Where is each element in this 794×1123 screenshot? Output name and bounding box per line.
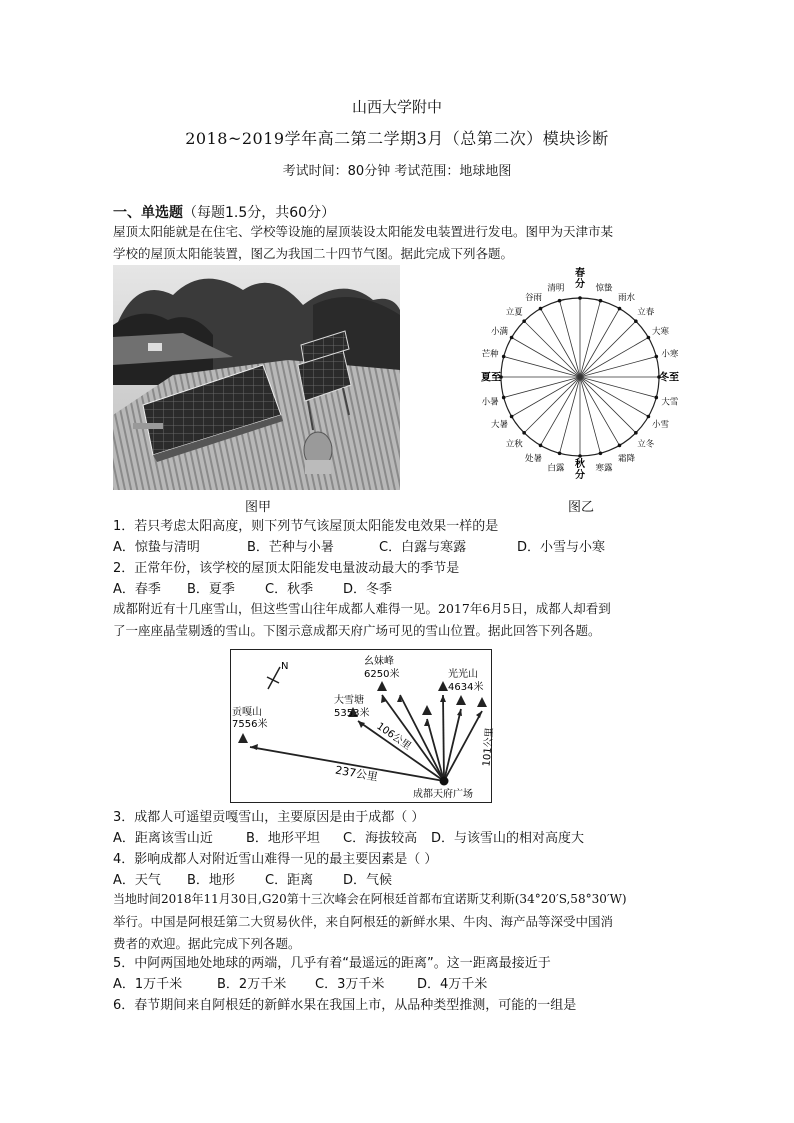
q6-stem: 6．春节期间来自阿根廷的新鲜水果在我国上市，从品种类型推测，可能的一组是 — [113, 998, 577, 1013]
q1-options — [113, 536, 605, 555]
terms-dot — [502, 396, 506, 400]
terms-spoke — [512, 377, 580, 417]
terms-dot — [510, 336, 514, 340]
north-label: N — [281, 661, 289, 672]
terms-dot — [558, 452, 562, 456]
term-label: 小寒 — [661, 349, 679, 360]
q2-option-b[interactable]: B．夏季 — [187, 582, 235, 597]
terms-dot — [618, 307, 622, 311]
terms-dot — [558, 299, 562, 303]
terms-spoke — [580, 309, 620, 377]
q4-option-a[interactable]: A．天气 — [113, 873, 161, 888]
terms-dot — [522, 319, 526, 323]
terms-spoke — [580, 377, 636, 433]
section-title: 一、单选题 — [113, 205, 183, 221]
terms-dot — [647, 336, 651, 340]
section-note: （每题1.5分，共60分） — [183, 205, 336, 221]
section-heading — [113, 202, 335, 222]
figure-jia-caption: 图甲 — [245, 500, 272, 515]
term-label: 立秋 — [505, 439, 523, 450]
terms-spoke — [524, 321, 580, 377]
q3-option-b[interactable]: B．地形平坦 — [246, 831, 320, 846]
figure-yi-caption: 图乙 — [568, 500, 595, 515]
term-label: 谷雨 — [524, 292, 543, 303]
exam-title: 2018~2019学年高二第二学期3月（总第二次）模块诊断 — [185, 129, 609, 148]
distance-106: 106公里 — [374, 720, 413, 753]
term-label: 小暑 — [481, 397, 499, 408]
terms-spoke — [580, 377, 656, 397]
terms-spoke — [541, 377, 581, 445]
passage3-line2: 举行。中国是阿根廷第二大贸易伙伴，来自阿根廷的新鲜水果、牛肉、海产品等深受中国消 — [113, 914, 614, 929]
school-name: 山西大学附中 — [351, 98, 442, 116]
terms-spoke — [560, 377, 580, 453]
origin-label: 成都天府广场 — [413, 789, 473, 800]
q2-options — [113, 578, 392, 597]
term-label: 立夏 — [505, 307, 523, 318]
distance-101: 101公里 — [481, 727, 496, 767]
q1-option-d[interactable]: D．小雪与小寒 — [517, 540, 606, 555]
term-label: 春 — [575, 268, 585, 279]
q2-option-a[interactable]: A．春季 — [113, 582, 161, 597]
terms-spoke — [580, 377, 600, 453]
terms-spoke — [580, 321, 636, 377]
q5-option-d[interactable]: D．4万千米 — [417, 977, 488, 992]
daxuetang-altitude: 5353米 — [334, 708, 370, 719]
term-label: 大寒 — [652, 327, 670, 337]
terms-spoke — [580, 338, 648, 378]
term-label: 夏至 — [481, 372, 501, 384]
q3-stem: 3．成都人可遥望贡嘎雪山，主要原因是由于成都（ ） — [113, 810, 425, 825]
passage2-line2: 了一座座晶莹剔透的雪山。下图示意成都天府广场可见的雪山位置。据此回答下列各题。 — [113, 623, 601, 638]
q2-option-d[interactable]: D．冬季 — [343, 582, 393, 597]
yaomeifeng-name: 幺妹峰 — [364, 656, 394, 667]
terms-dot — [655, 396, 659, 400]
term-label: 雨水 — [617, 292, 636, 303]
terms-dot — [539, 444, 543, 448]
terms-spoke — [580, 301, 600, 377]
gongga-name: 贡嘎山 — [232, 707, 262, 718]
snow-mountain-map — [230, 649, 496, 803]
q1-option-b[interactable]: B．芒种与小暑 — [247, 540, 334, 555]
daxuetang-name: 大雪塘 — [334, 695, 364, 706]
q5-option-b[interactable]: B．2万千米 — [217, 977, 287, 992]
terms-spoke — [541, 309, 581, 377]
terms-dot — [522, 431, 526, 435]
terms-spoke — [524, 377, 580, 433]
passage1-line1: 屋顶太阳能就是在住宅、学校等设施的屋顶装设太阳能发电装置进行发电。图甲为天津市某 — [113, 224, 614, 239]
term-label: 大暑 — [490, 420, 508, 430]
q5-option-c[interactable]: C．3万千米 — [315, 977, 385, 992]
q1-option-a[interactable]: A．惊蛰与清明 — [113, 540, 200, 555]
terms-spoke — [580, 377, 620, 445]
q5-option-a[interactable]: A．1万千米 — [113, 977, 183, 992]
q5-stem: 5．中阿两国地处地球的两端，几乎有着“最遥远的距离”。这一距离最接近于 — [113, 956, 551, 971]
terms-spoke — [512, 338, 580, 378]
q1-stem: 1．若只考虑太阳高度，则下列节气该屋顶太阳能发电效果一样的是 — [113, 519, 499, 534]
terms-dot — [578, 296, 582, 300]
q4-stem: 4．影响成都人对附近雪山难得一见的最主要因素是（ ） — [113, 852, 438, 867]
terms-dot — [599, 299, 603, 303]
passage1-line2: 学校的屋顶太阳能装置，图乙为我国二十四节气图。据此完成下列各题。 — [113, 246, 514, 261]
term-label: 小雪 — [652, 420, 670, 430]
terms-dot — [647, 415, 651, 419]
q4-options — [113, 869, 392, 888]
q1-option-c[interactable]: C．白露与寒露 — [379, 540, 467, 555]
term-label: 清明 — [547, 283, 565, 294]
passage3-line3: 费者的欢迎。据此完成下列各题。 — [113, 936, 301, 951]
term-label: 处暑 — [524, 454, 543, 465]
term-label: 分 — [575, 279, 585, 290]
q2-option-c[interactable]: C．秋季 — [265, 582, 314, 597]
q4-option-d[interactable]: D．气候 — [343, 873, 393, 888]
term-label: 霜降 — [617, 454, 636, 465]
term-label: 冬至 — [659, 372, 679, 384]
terms-dot — [634, 431, 638, 435]
passage2-line1: 成都附近有十几座雪山，但这些雪山往年成都人难得一见。2017年6月5日，成都人却看到 — [113, 601, 611, 616]
q3-option-d[interactable]: D．与该雪山的相对高度大 — [431, 831, 585, 846]
terms-dot — [618, 444, 622, 448]
terms-dot — [599, 452, 603, 456]
term-label: 大雪 — [661, 397, 679, 408]
terms-dot — [578, 454, 582, 458]
terms-dot — [510, 415, 514, 419]
q2-stem: 2．正常年份，该学校的屋顶太阳能发电量波动最大的季节是 — [113, 561, 460, 576]
distance-237: 237公里 — [334, 763, 379, 784]
terms-dot — [539, 307, 543, 311]
term-label: 寒露 — [595, 463, 613, 474]
terms-dot — [634, 319, 638, 323]
terms-spoke — [504, 357, 580, 377]
rooftop-solar-photo — [113, 265, 400, 490]
term-label: 惊蛰 — [595, 283, 613, 294]
term-label: 小满 — [490, 327, 508, 337]
q3-option-a[interactable]: A．距离该雪山近 — [113, 831, 213, 846]
term-label: 秋 — [575, 459, 585, 470]
terms-spoke — [580, 377, 648, 417]
terms-dot — [502, 355, 506, 359]
q5-options — [113, 973, 487, 992]
yaomeifeng-altitude: 6250米 — [364, 669, 400, 680]
exam-info: 考试时间：80分钟 考试范围：地球地图 — [282, 164, 512, 179]
term-label: 芒种 — [481, 349, 499, 360]
term-label: 白露 — [547, 463, 565, 474]
solar-terms-diagram — [462, 268, 698, 492]
guangguangshan-name: 光光山 — [448, 669, 478, 680]
q3-option-c[interactable]: C．海拔较高 — [343, 831, 418, 846]
terms-dot — [655, 355, 659, 359]
q4-option-c[interactable]: C．距离 — [265, 873, 314, 888]
terms-spoke — [504, 377, 580, 397]
gongga-altitude: 7556米 — [232, 719, 268, 730]
q4-option-b[interactable]: B．地形 — [187, 873, 235, 888]
term-label: 立冬 — [637, 439, 655, 450]
passage3-line1: 当地时间2018年11月30日,G20第十三次峰会在阿根廷首都布宜诺斯艾利斯(34°20′S,58°30′W) — [113, 892, 627, 906]
q3-options — [113, 827, 584, 846]
origin-point-icon — [440, 777, 449, 786]
guangguangshan-altitude: 4634米 — [448, 682, 484, 693]
term-label: 分 — [575, 470, 585, 481]
term-label: 立春 — [637, 307, 655, 318]
terms-spoke — [580, 357, 656, 377]
terms-spoke — [560, 301, 580, 377]
